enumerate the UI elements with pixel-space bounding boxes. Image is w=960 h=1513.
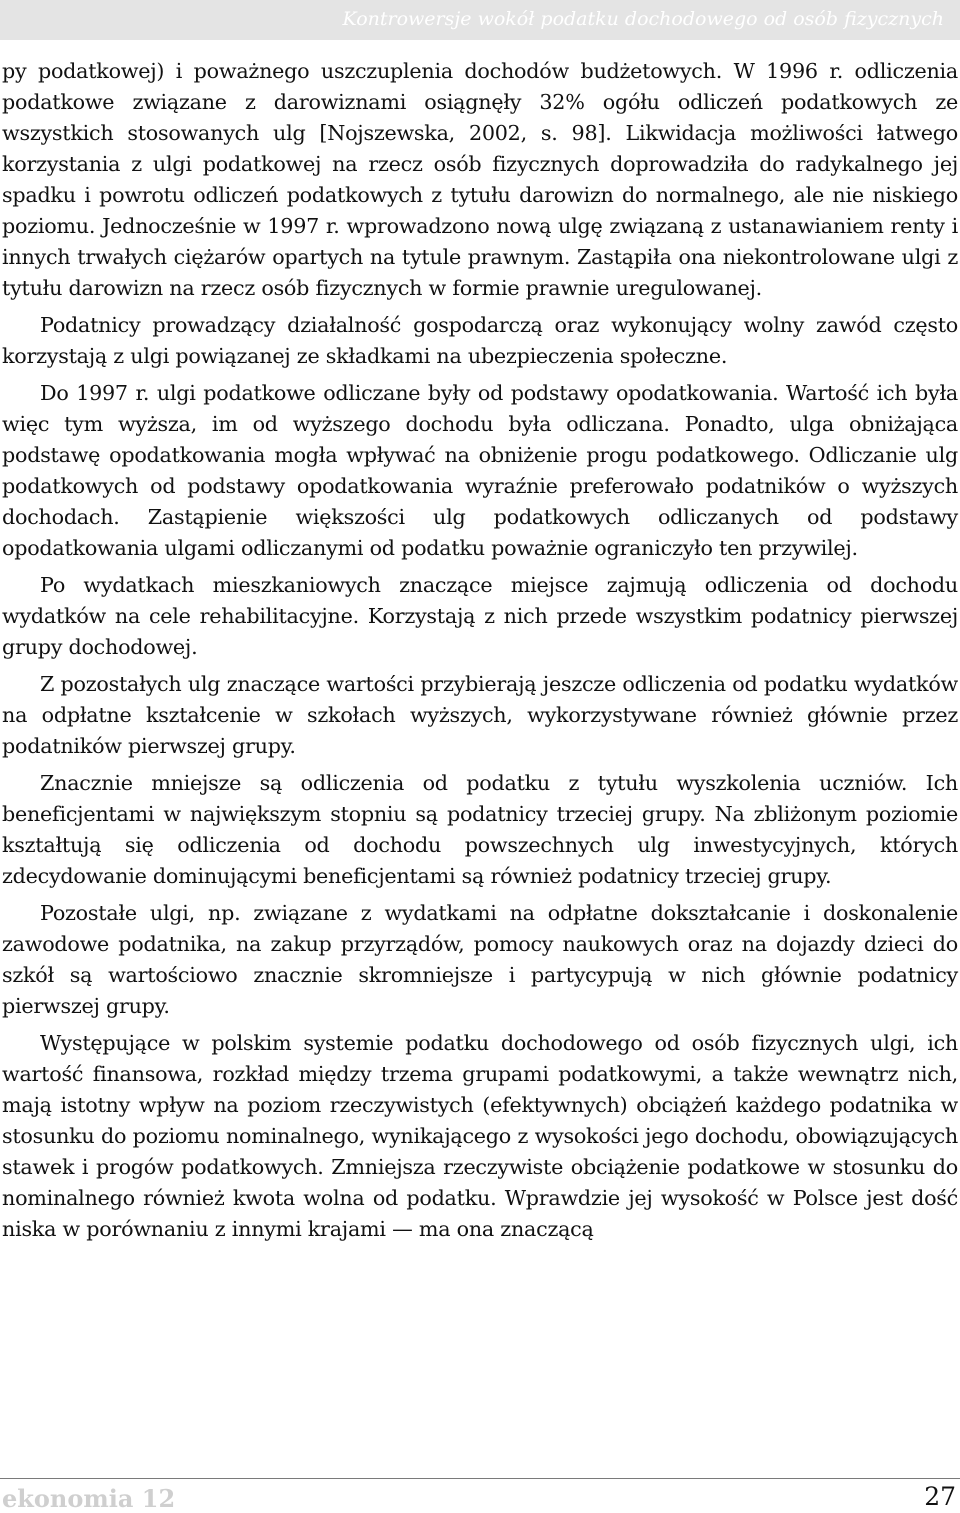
paragraph-6: Znacznie mniejsze są odliczenia od podatku z tytułu wyszkolenia uczniów. Ich beneficjentami w największym stopniu są podatnicy trzeciej grupy. Na zbliżonym poziomie kształtują się odliczenia od dochodu powszechnych ulg inwestycyjnych, których zdecydowanie dominującymi beneficjentami są również podatnicy trzeciej grupy. bbox=[2, 771, 958, 888]
paragraph-8: Występujące w polskim systemie podatku dochodowego od osób fizycznych ulgi, ich wartość finansowa, rozkład między trzema grupami podatkowymi, a także wewnątrz nich, mają istotny wpływ na poziom rzeczywistych (efektywnych) obciążeń każdego podatnika w stosunku do poziomu nominalnego, wynikającego z wysokości jego dochodu, obowiązujących stawek i progów podatkowych. Zmniejsza rzeczywiste obciążenie podatkowe w stosunku do nominalnego również kwota wolna od podatku. Wprawdzie jej wysokość w Polsce jest dość niska w porównaniu z innymi krajami — ma ona znaczącą bbox=[2, 1031, 958, 1241]
paragraph-5: Z pozostałych ulg znaczące wartości przybierają jeszcze odliczenia od podatku wydatków na odpłatne kształcenie w szkołach wyższych, wykorzystywane również głównie przez podatników pierwszej grupy. bbox=[2, 672, 958, 758]
paragraph-4: Po wydatkach mieszkaniowych znaczące miejsce zajmują odliczenia od dochodu wydatków na cele rehabilitacyjne. Korzystają z nich przede wszystkim podatnicy pierwszej grupy dochodowej. bbox=[2, 573, 958, 659]
running-title: Kontrowersje wokół podatku dochodowego od osób fizycznych bbox=[342, 8, 944, 30]
paragraph-2: Podatnicy prowadzący działalność gospodarczą oraz wykonujący wolny zawód często korzystają z ulgi powiązanej ze składkami na ubezpieczenia społeczne. bbox=[2, 313, 958, 368]
running-header bbox=[0, 0, 960, 40]
footer-divider bbox=[0, 1478, 960, 1479]
page-number: 27 bbox=[924, 1482, 956, 1511]
paragraph-3: Do 1997 r. ulgi podatkowe odliczane były od podstawy opodatkowania. Wartość ich była więc tym wyższa, im od wyższego dochodu była odliczana. Ponadto, ulga obniżająca podstawę opodatkowania mogła wpływać na obniżenie progu podatkowego. Odliczanie ulg podatkowych od podstawy opodatkowania wyraźnie preferowało podatników o wyższych dochodach. Zastąpienie większości ulg podatkowych odliczanych od podstawy opodatkowania ulgami odliczanymi od podatku poważnie ograniczyło ten przywilej. bbox=[2, 381, 958, 560]
article-body bbox=[2, 56, 958, 1251]
paragraph-7: Pozostałe ulgi, np. związane z wydatkami na odpłatne dokształcanie i doskonalenie zawodowe podatnika, na zakup przyrządów, pomocy naukowych oraz na dojazdy dzieci do szkół są wartościowo znacznie skromniejsze i partycypują w nich głównie podatnicy pierwszej grupy. bbox=[2, 901, 958, 1018]
journal-name: ekonomia 12 bbox=[2, 1484, 176, 1513]
paragraph-1: py podatkowej) i poważnego uszczuplenia dochodów budżetowych. W 1996 r. odliczenia podatkowe związane z darowiznami osiągnęły 32% ogółu odliczeń podatkowych ze wszystkich stosowanych ulg [Nojszewska, 2002, s. 98]. Likwidacja możliwości łatwego korzystania z ulgi podatkowej na rzecz osób fizycznych doprowadziła do radykalnego jej spadku i powrotu odliczeń podatkowych z tytułu darowizn do normalnego, ale nie niskiego poziomu. Jednocześnie w 1997 r. wprowadzono nową ulgę związaną z ustanawianiem renty i innych trwałych ciężarów opartych na tytule prawnym. Zastąpiła ona niekontrolowane ulgi z tytułu darowizn na rzecz osób fizycznych w formie prawnie uregulowanej. bbox=[2, 59, 958, 300]
